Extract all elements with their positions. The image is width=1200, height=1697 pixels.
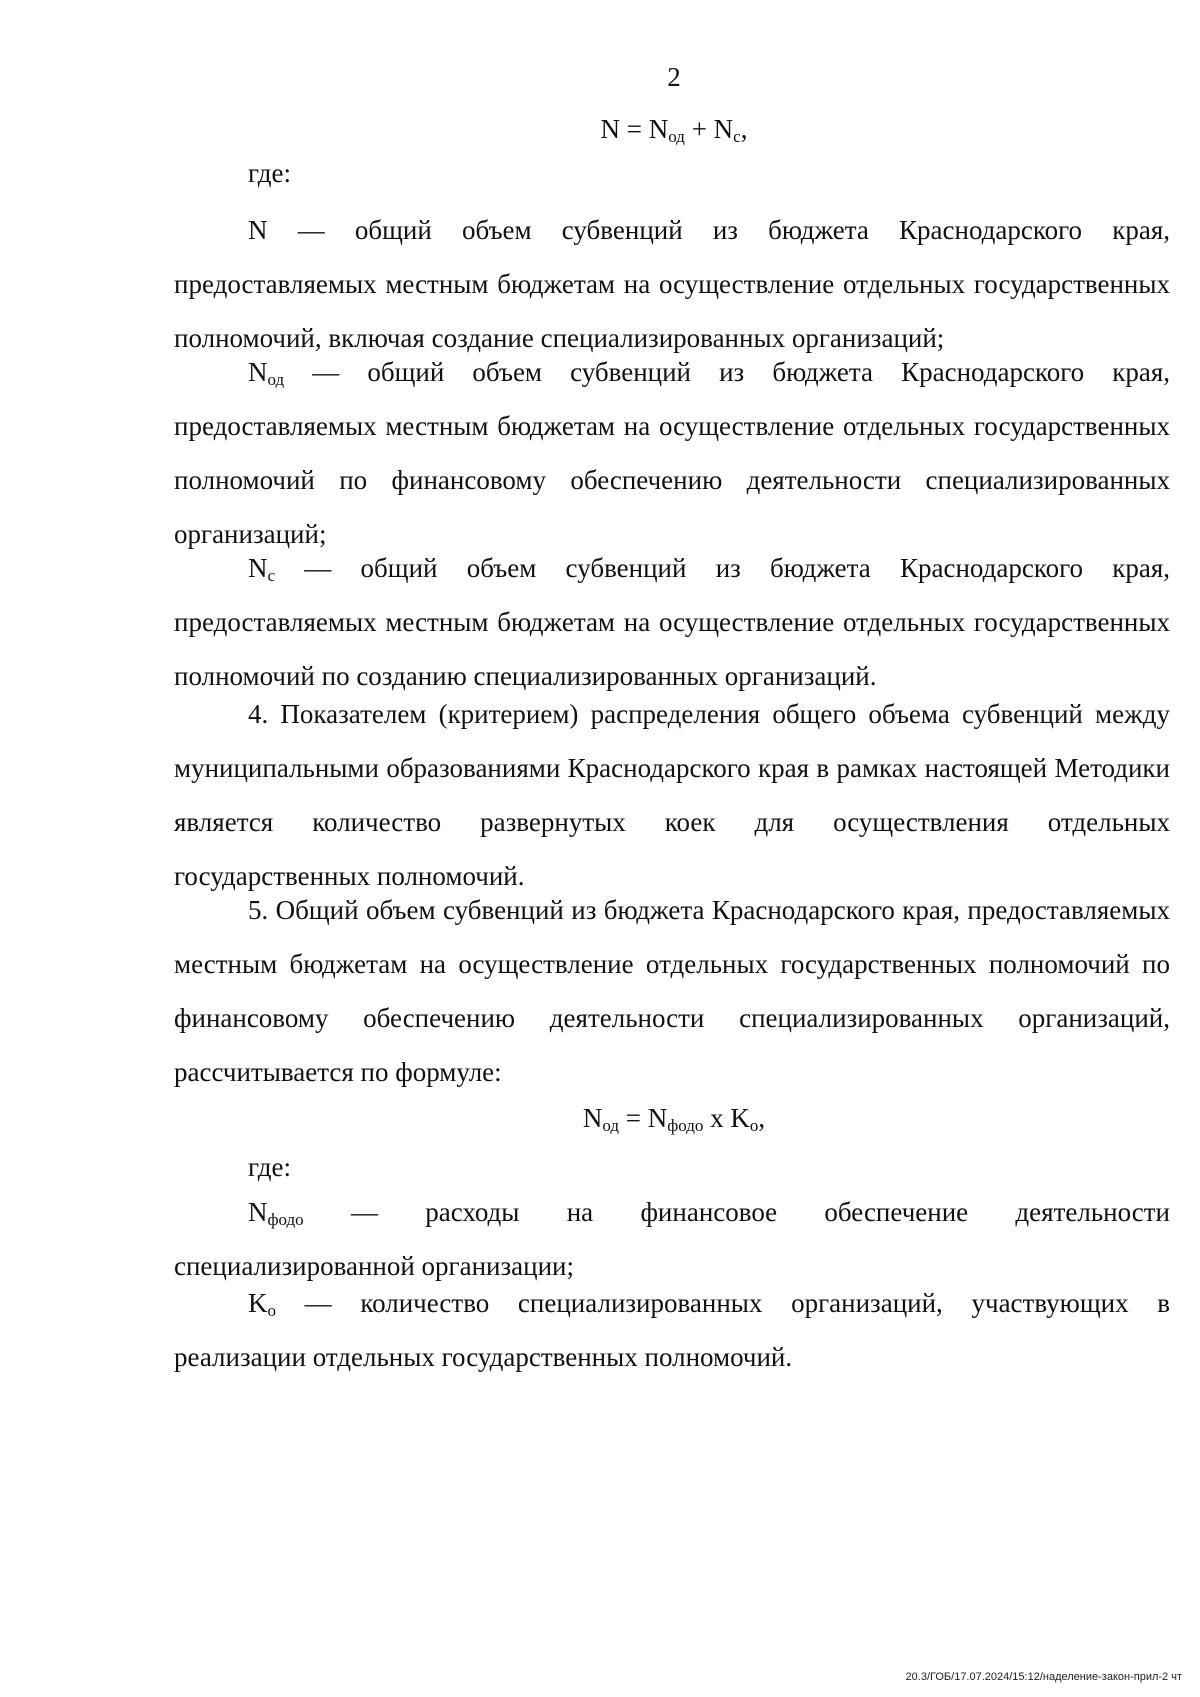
definition-nod-text: — общий объем субвенций из бюджета Краснодарского края, предоставляемых местным бюджетам на осуществление отдельных государственных полномочий по финансовому обеспечению деятельности специализированных организаций;: [174, 357, 1170, 549]
formula-1-lhs: N = N: [600, 114, 669, 144]
definition-nc-sub: с: [267, 566, 276, 585]
formula-2-mid2: x K: [703, 1103, 750, 1133]
definition-ko-sub: о: [267, 1301, 276, 1320]
formula-1-sub-c: с: [733, 127, 741, 146]
page-number: 2: [667, 62, 681, 92]
definition-ko: [174, 1276, 1170, 1384]
formula-2-sub-o: о: [749, 1116, 759, 1135]
paragraph-4: [174, 687, 1170, 903]
definition-nfodo-sub: фодо: [267, 1210, 304, 1229]
paragraph-5: [174, 883, 1170, 1099]
definition-nc-symbol: N: [248, 553, 268, 583]
definition-n-symbol: N: [248, 215, 268, 245]
formula-2-end: ,: [758, 1103, 766, 1133]
definition-n: [174, 203, 1170, 365]
definition-ko-symbol-wrap: [248, 1288, 276, 1318]
definition-nc: [174, 541, 1170, 703]
definition-nod-symbol: N: [248, 357, 268, 387]
definition-n-text: — общий объем субвенций из бюджета Краснодарского края, предоставляемых местным бюджетам на осуществление отдельных государственных полномочий, включая создание специализированных организаций;: [174, 215, 1170, 353]
where-label-2: где:: [248, 1152, 291, 1182]
formula-2-mid: = N: [619, 1103, 668, 1133]
formula-2-lhs: N: [582, 1103, 603, 1133]
definition-nc-symbol-wrap: [248, 553, 275, 583]
definition-nfodo-symbol-wrap: [248, 1197, 304, 1227]
formula-1-end: ,: [740, 114, 748, 144]
definition-nfodo-text: — расходы на финансовое обеспечение деятельности специализированной организации;: [174, 1197, 1170, 1281]
paragraph-5-text: 5. Общий объем субвенций из бюджета Краснодарского края, предоставляемых местным бюджетам на осуществление отдельных государственных полномочий по финансовому обеспечению деятельности специализированных организаций, рассчитывается по формуле:: [174, 895, 1170, 1087]
formula-2-sub-fodo: фодо: [667, 1116, 704, 1135]
document-footer-code: 20.3/ГОБ/17.07.2024/15:12/наделение-закон-прил-2 чт: [905, 1671, 1182, 1683]
definition-ko-text: — количество специализированных организаций, участвующих в реализации отдельных государственных полномочий.: [174, 1288, 1170, 1372]
formula-1-mid: + N: [684, 114, 734, 144]
definition-nod-sub: од: [267, 370, 285, 389]
formula-od-subvention: [0, 1103, 1200, 1133]
definition-nod: [174, 345, 1170, 561]
definition-ko-symbol: K: [248, 1288, 268, 1318]
paragraph-4-text: 4. Показателем (критерием) распределения общего объема субвенций между муниципальными образованиями Краснодарского края в рамках настоящей Методики является количество развернутых коек для осуществления отдельных государственных полномочий.: [174, 699, 1170, 891]
definition-nod-symbol-wrap: [248, 357, 284, 387]
formula-total-subvention: [0, 114, 1200, 144]
formula-1-sub-od: од: [668, 127, 685, 146]
definition-nc-text: — общий объем субвенций из бюджета Краснодарского края, предоставляемых местным бюджетам на осуществление отдельных государственных полномочий по созданию специализированных организаций.: [174, 553, 1170, 691]
where-label-1: где:: [248, 158, 291, 188]
formula-2-sub-od: од: [602, 1116, 619, 1135]
definition-nfodo-symbol: N: [248, 1197, 268, 1227]
